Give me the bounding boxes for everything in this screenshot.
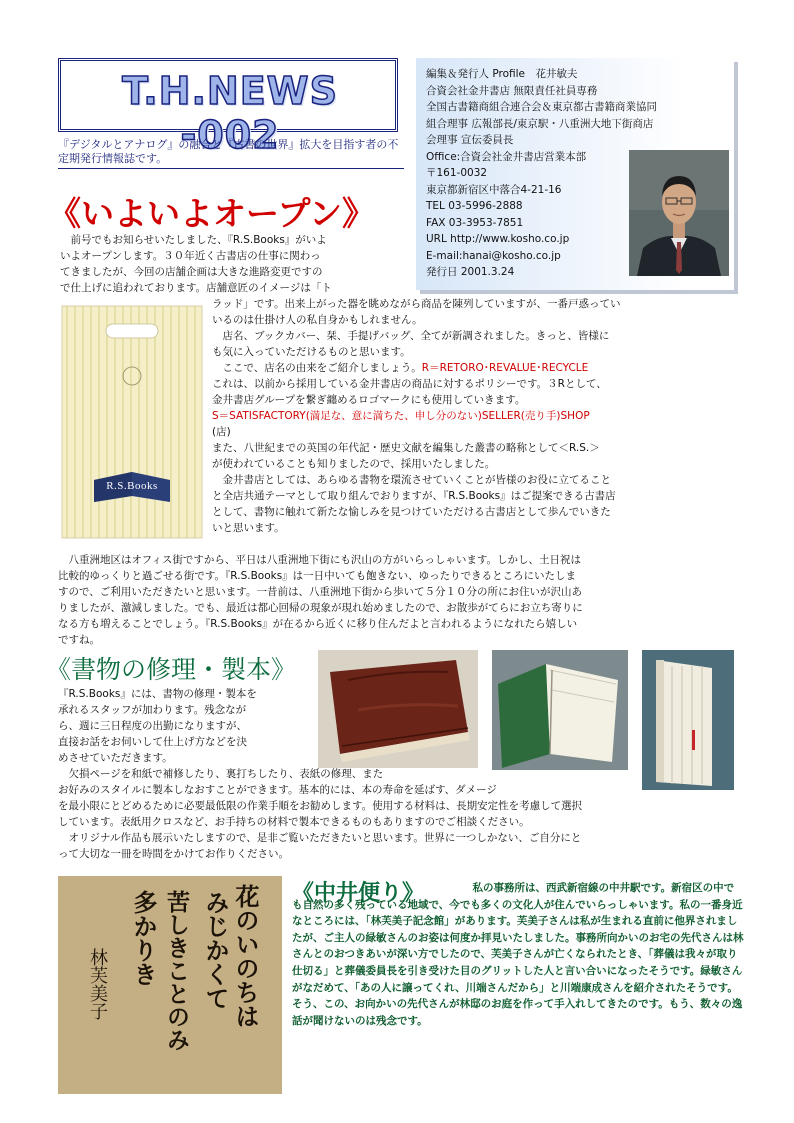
text-line: なる方も増えることでしょう。『R.S.Books』が在るから近くに移り住んだよと言われるようになれたら嬉しい: [58, 618, 578, 630]
text-line: って大切な一冊を時間をかけてお作りください。: [58, 848, 289, 860]
profile-line: 組合理事 広報部長/東京駅・八重洲大地下街商店: [426, 117, 654, 130]
text-line: と全店共通テーマとして取り組んでおりますが、『R.S.Books』はご提案できる古書店: [212, 490, 616, 502]
text-line: 八重洲地区はオフィス街ですから、平日は八重洲地下街にも沢山の方がいらっしゃいます。しかし、土日祝は: [58, 554, 582, 566]
text-line: (店): [212, 426, 231, 438]
text-line: で仕上げに追われております。店舗意匠のイメージは「ト: [60, 282, 332, 294]
shopping-bag-image: [58, 302, 206, 542]
opening-intro: [60, 232, 410, 296]
bound-spine-photo: [642, 650, 734, 790]
text-line: 『R.S.Books』には、書物の修理・製本を: [58, 688, 257, 700]
text-line: ら、週に三日程度の出勤になりますが、: [58, 720, 247, 732]
profile-line: 〒161-0032: [426, 167, 488, 179]
section-heading-opening: 《いよいよオープン》: [48, 194, 376, 233]
text-line: これは、以前から採用している金井書店の商品に対するポリシーです。３Rとして、: [212, 378, 607, 390]
profile-line: FAX 03-3953-7851: [426, 216, 524, 229]
profile-url: URL http://www.kosho.co.jp: [426, 233, 570, 245]
text-line: てきましたが、今回の店舗企画は大きな進路変更ですの: [60, 266, 323, 278]
text-line: 店名、ブックカバー、栞、手提げバッグ、全てが新調されました。きっと、皆様に: [212, 330, 610, 342]
profile-photo: [629, 150, 729, 276]
calligraphy-image: [58, 876, 282, 1094]
text-line: として、書物に触れて新たな愉しみを見つけていただける古書店として歩んでいきた: [212, 506, 611, 518]
text-span: ここで、店名の由来をご紹介しましょう。: [212, 362, 422, 374]
essay-text: 私の事務所は、西武新宿線の中井駅です。新宿区の中でも自然の多く残っている地域で、今でも多くの文化人が住んでいらっしゃいます。私の一番身近なところには、「林芙美子記念館」があります。芙美子さんは私が生まれる直前に他界されましたが、ご主人の緑敏さんのお姿は何度か拝見いたしました。事務所向かいのお宅の先代さんは林さんとのおつきあいが深い方でしたので、芙美子さんが亡くなられたとき、「葬儀は我々が取り仕切る」と葬儀委員長を引き受けた目のグリットした人と言い合いになったそうです。緑敏さんがなだめて、「あの人に譲ってくれ、川端さんだから」と川端康成さんを紹介されたそうです。そう、この、お向かいの先代さんが林邸のお庭を作って手入れしてきたのです。もう、数々の逸話が聞けないのは残念です。: [292, 882, 744, 1027]
calligraphy-col: 花のいのちは: [231, 884, 260, 1028]
bag-logo-text: R.S.Books: [106, 480, 158, 492]
yaesu-paragraph: [58, 552, 748, 648]
name-origin-s: S＝SATISFACTORY(満足な、意に満ちた、申し分のない)SELLER(売り手)SHOP: [212, 410, 590, 422]
profile-line: 会理事 宣伝委員長: [426, 134, 514, 146]
text-line: いよオープンします。３０年近く古書店の仕事に関わっ: [60, 250, 321, 262]
calligraphy-col: 多かりき: [129, 890, 158, 986]
profile-line: 編集＆発行人 Profile 花井敏夫: [426, 68, 578, 80]
text-line: 前号でもお知らせいたしました、『R.S.Books』がいよ: [60, 234, 327, 246]
text-line: いと思います。: [212, 522, 285, 534]
text-line: 金井書店としては、あらゆる書物を環流させていくことが皆様のお役に立てること: [212, 474, 611, 486]
text-line: が使われていることも知りましたので、採用いたしました。: [212, 458, 496, 470]
profile-line: TEL 03-5996-2888: [426, 200, 523, 212]
section-heading-nakai: 《中井便り》: [292, 876, 432, 907]
calligraphy-signature: 林芙美子: [87, 948, 108, 1020]
text-line: も気に入っていただけるものと思います。: [212, 346, 411, 358]
section-heading-bookbinding: 《書物の修理・製本》: [46, 655, 297, 684]
profile-line: Office:合資会社金井書店営業本部: [426, 150, 587, 163]
text-line: ですね。: [58, 634, 100, 646]
calligraphy-col: みじかくて: [201, 890, 230, 1010]
text-line: りましたが、激減しました。でも、最近は都心回帰の現象が現れ始めましたので、お散歩がてらにお立ち寄りに: [58, 602, 583, 614]
text-line: ラッド」です。出来上がった器を眺めながら商品を陳列していますが、一番戸惑ってい: [212, 298, 621, 310]
bookbinding-body: [58, 782, 748, 862]
text-line: めさせていただきます。: [58, 752, 173, 764]
tagline: 『デジタルとアナログ』の融合と『古書の世界』拡大を目指す者の不定期発行情報誌です。: [58, 138, 404, 169]
text-line: 比較的ゆっくりと過ごせる街です。『R.S.Books』は一日中いても飽きない、ゆったりできるところにいたしま: [58, 570, 577, 582]
text-line: また、八世紀までの英国の年代記・歴史文献を編集した叢書の略称として＜R.S.＞: [212, 442, 600, 454]
profile-line: 全国古書籍商組合連合会＆東京都古書籍商業協同: [426, 101, 657, 113]
text-line: [212, 360, 747, 376]
text-line: を最小限にとどめるために必要最低限の作業手順をお勧めします。使用する材料は、長期安定性を考慮して選択: [58, 800, 583, 812]
opening-body: [212, 296, 747, 536]
nakai-essay: [292, 880, 744, 1029]
name-origin-r: R＝RETORO･REVALUE･RECYCLE: [421, 362, 589, 374]
text-line: オリジナル作品も展示いたしますので、是非ご覧いただきたいと思います。世界に一つしかない、ご自分にと: [58, 832, 582, 844]
profile-line: 合資会社金井書店 無限責任社員専務: [426, 84, 598, 97]
text-line: しています。表紙用クロスなど、お手持ちの材料で製本できるものもありますのでご相談ください。: [58, 816, 530, 828]
profile-line: 東京都新宿区中落合4-21-16: [426, 183, 562, 196]
text-line: 金井書店グループを繋ぎ纏めるロゴマークにも使用していきます。: [212, 394, 526, 406]
profile-box: [416, 58, 734, 290]
text-line: お好みのスタイルに製本しなおすことができます。基本的には、本の寿命を延ばす、ダメージ: [58, 784, 497, 796]
text-line: すので、ご利用いただきたいと思います。一昔前は、八重洲地下街から歩いて５分１０分の所にお住いが沢山あ: [58, 586, 582, 598]
newsletter-title: T.H.NEWS -002: [122, 69, 338, 157]
text-line: いるのは仕掛け人の私自身かもしれません。: [212, 314, 423, 326]
text-line: 承れるスタッフが加わります。残念なが: [58, 704, 247, 716]
profile-date: 発行日 2001.3.24: [426, 266, 515, 278]
text-line: 欠損ページを和紙で補修したり、裏打ちしたり、表紙の修理、また: [58, 768, 384, 780]
profile-email: E-mail:hanai@kosho.co.jp: [426, 249, 561, 262]
bookbinding-intro: [58, 686, 488, 782]
text-line: 直接お話をお伺いして仕上げ方などを決: [58, 736, 247, 748]
calligraphy-col: 苦しきことのみ: [163, 890, 190, 1051]
open-book-photo: [492, 650, 628, 770]
